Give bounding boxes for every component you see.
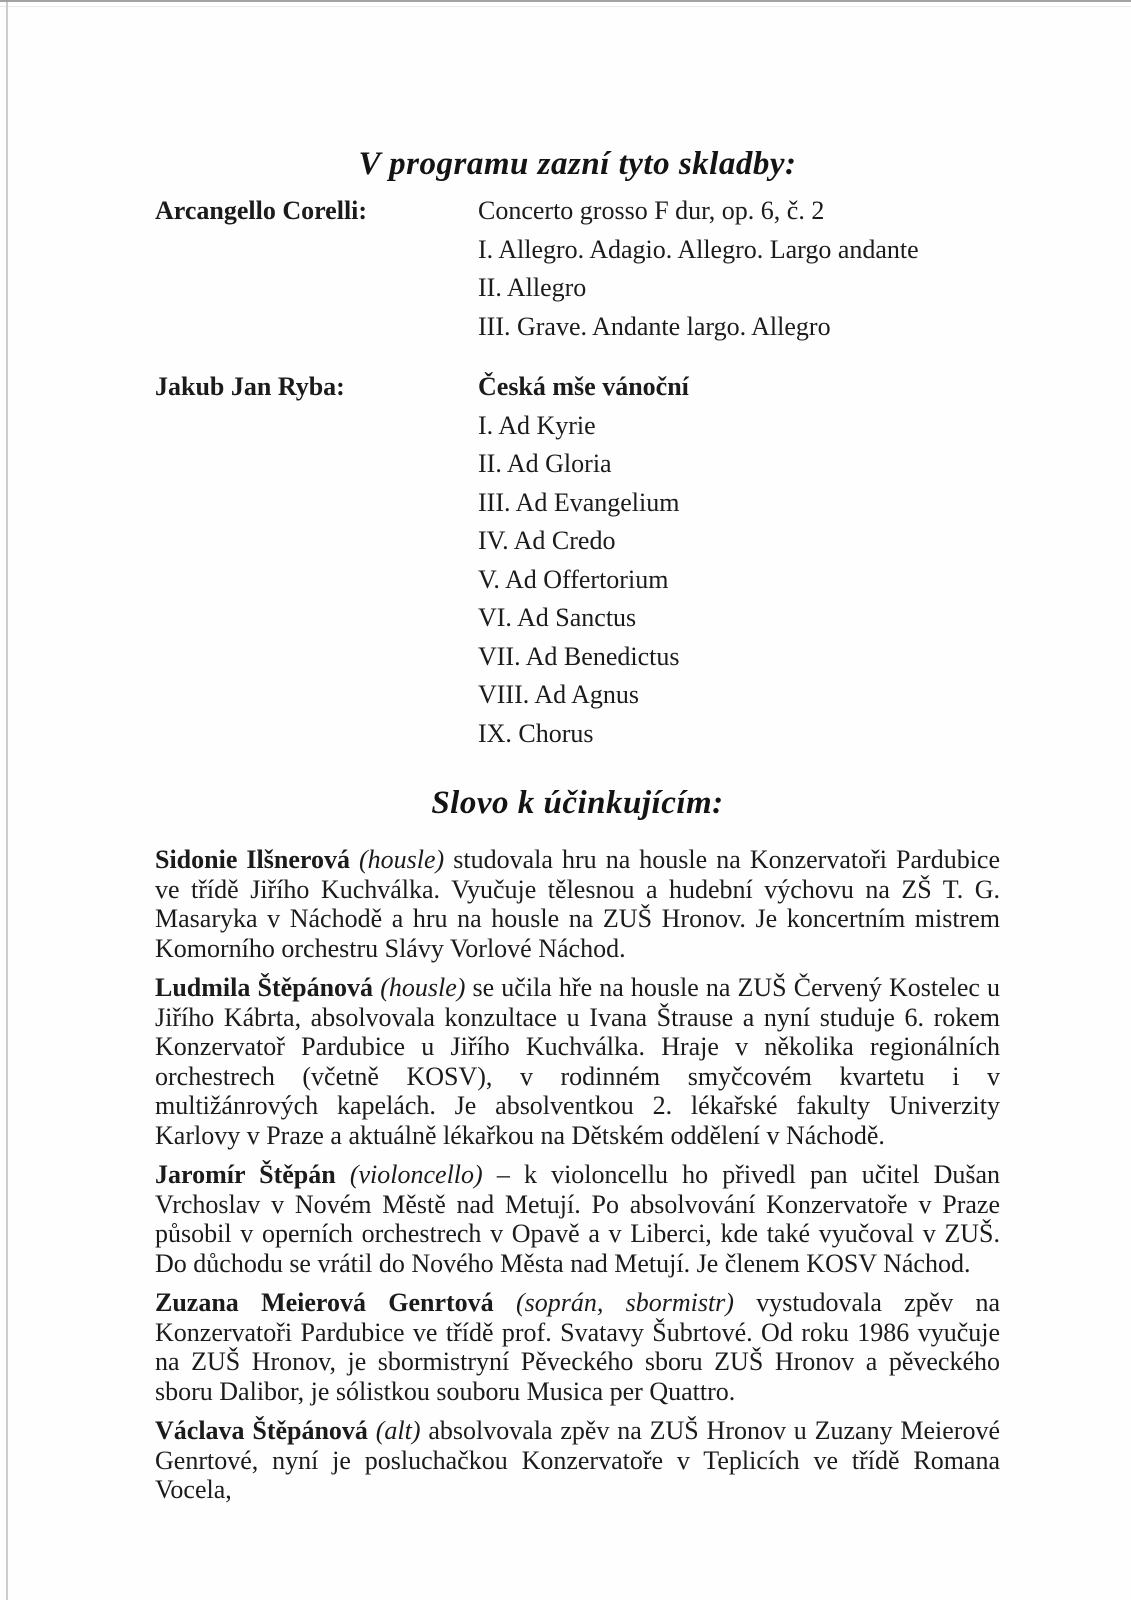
movement-line: V. Ad Offertorium <box>478 564 669 594</box>
performer-role: (housle) <box>359 845 445 874</box>
movement-line: VIII. Ad Agnus <box>478 680 640 709</box>
scan-edge-top <box>0 0 1131 2</box>
work-title: Česká mše vánoční <box>478 372 689 401</box>
performer-role: (soprán, sbormistr) <box>515 1288 734 1317</box>
performer-role: (violoncello) <box>349 1160 483 1189</box>
movement-line: III. Grave. Andante largo. Allegro <box>478 311 831 341</box>
performer-name: Václava Štěpánová <box>155 1416 368 1445</box>
program-heading: V programu zazní tyto skladby: <box>358 146 797 182</box>
performer-bio <box>155 1160 1000 1278</box>
movement-line: I. Allegro. Adagio. Allegro. Largo andante <box>478 234 919 264</box>
performer-name: Sidonie Ilšnerová <box>155 845 350 874</box>
performer-bio <box>155 1416 1000 1505</box>
work-block <box>478 368 1000 753</box>
program-row-ryba <box>155 368 1000 753</box>
performer-bio <box>155 1288 1000 1406</box>
composer-name: Arcangello Corelli: <box>155 196 368 225</box>
performer-bio-text: vystudovala zpěv na Konzervatoři Pardubice ve třídě prof. Svatavy Šubrtové. Od roku 1986 vyučuje na ZUŠ Hronov, je sbormistryní Pěveckého sboru ZUŠ Hronov a pěveckého sboru Dalibor, je sólistkou souboru Musica per Quattro. <box>155 1288 1001 1406</box>
movement-line: II. Allegro <box>478 273 587 302</box>
composer-name: Jakub Jan Ryba: <box>155 372 345 401</box>
movement-line: I. Ad Kyrie <box>478 410 596 440</box>
work-title: Concerto grosso F dur, op. 6, č. 2 <box>478 196 825 225</box>
performer-name: Ludmila Štěpánová <box>155 973 374 1002</box>
program-list <box>155 192 1000 753</box>
movement-line: II. Ad Gloria <box>478 449 612 478</box>
movement-line: VI. Ad Sanctus <box>478 603 637 632</box>
performer-bio-text: – k violoncellu ho přivedl pan učitel Dušan Vrchoslav v Novém Městě nad Metují. Po absolvování Konzervatoře v Praze působil v operních orchestrech v Opavě a v Liberci, kde také vyučoval v ZUŠ. Do důchodu se vrátil do Nového Města nad Metují. Je členem KOSV Náchod. <box>155 1160 1001 1278</box>
movement-line: IV. Ad Credo <box>478 526 616 555</box>
performer-bio <box>155 973 1000 1150</box>
performer-bios <box>155 845 1000 1505</box>
performer-name: Jaromír Štěpán <box>155 1160 336 1189</box>
performer-bio-text: se učila hře na housle na ZUŠ Červený Kostelec u Jiřího Kábrta, absolvovala konzultace u Ivana Štrause a nyní studuje 6. rokem Konzervatoř Pardubice u Jiřího Kuchválka. Hraje v několika regionálních orchestrech (včetně KOSV), v rodinném smyčcovém kvartetu i v multižánrových kapelách. Je absolventkou 2. lékařské fakulty Univerzity Karlovy v Praze a aktuálně lékařkou na Dětském oddělení v Náchodě. <box>155 973 1001 1150</box>
work-block <box>478 192 1000 346</box>
page-content <box>155 144 1000 1515</box>
movement-line: VII. Ad Benedictus <box>478 641 680 671</box>
performers-heading: Slovo k účinkujícím: <box>431 785 724 821</box>
performer-bio <box>155 845 1000 963</box>
program-row-corelli <box>155 192 1000 346</box>
performer-name: Zuzana Meierová Genrtová <box>155 1288 494 1317</box>
performer-bio-text: studovala hru na housle na Konzervatoři Pardubice ve třídě Jiřího Kuchválka. Vyučuje tělesnou a hudební výchovu na ZŠ T. G. Masaryka v Náchodě a hru na housle na ZUŠ Hronov. Je koncertním mistrem Komorního orchestru Slávy Vorlové Náchod. <box>155 845 1001 963</box>
scan-edge-top-faint <box>0 6 1131 7</box>
movement-line: III. Ad Evangelium <box>478 487 680 517</box>
performer-bio-text: absolvovala zpěv na ZUŠ Hronov u Zuzany Meierové Genrtové, nyní je posluchačkou Konzervatoře v Teplicích ve třídě Romana Vocela, <box>155 1416 1001 1504</box>
performer-role: (alt) <box>375 1416 421 1445</box>
movement-line: IX. Chorus <box>478 718 594 748</box>
scan-edge-left <box>6 2 8 1600</box>
performer-role: (housle) <box>380 973 466 1002</box>
